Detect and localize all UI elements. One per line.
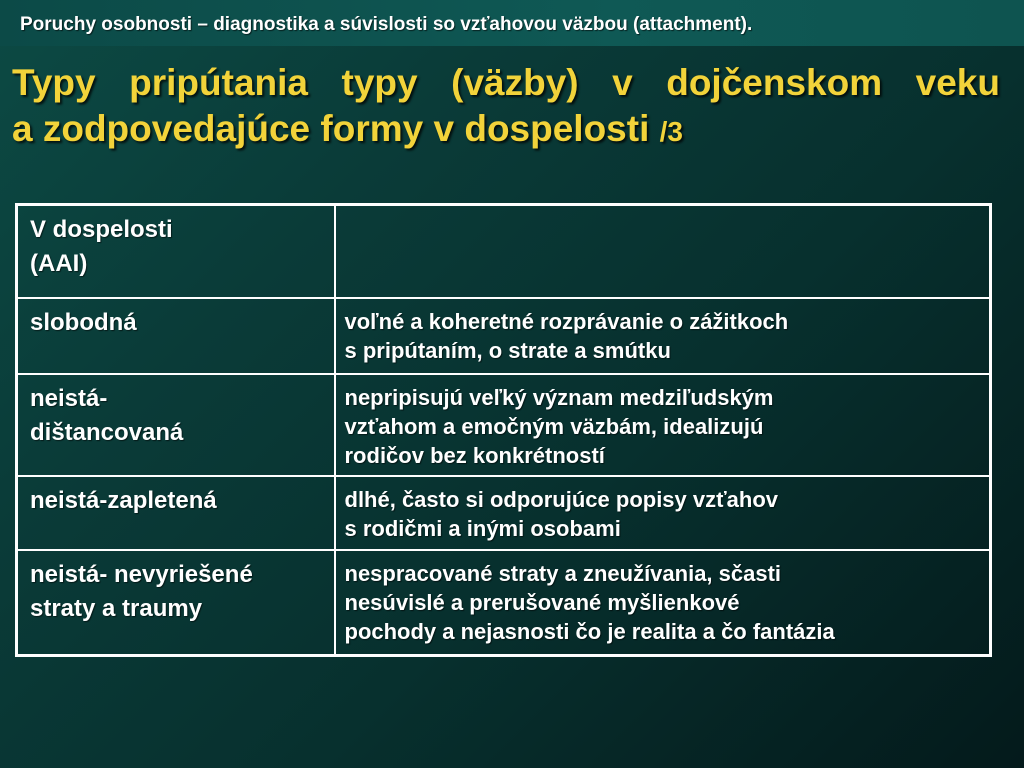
- description-line: rodičov bez konkrétností: [344, 442, 605, 468]
- table-row: [17, 298, 991, 374]
- description-line: voľné a koheretné rozprávanie o zážitkoch: [344, 308, 789, 334]
- form-line: straty a traumy: [30, 594, 203, 622]
- description-line: s pripútaním, o strate a smútku: [344, 337, 671, 363]
- adult-form-cell: [17, 374, 335, 476]
- adult-form-cell: [17, 550, 335, 656]
- header-form-cell: [17, 205, 335, 298]
- description-cell: [335, 374, 991, 476]
- header-description-cell: [335, 205, 991, 298]
- slide-title-line-2-text: a zodpovedajúce formy v dospelosti: [12, 108, 650, 149]
- description-line: nepripisujú veľký význam medziľudským: [344, 384, 774, 410]
- description-line: vzťahom a emočným väzbám, idealizujú: [344, 413, 764, 439]
- subject-line: Poruchy osobnosti – diagnostika a súvislosti so vzťahovou väzbou (attachment).: [20, 14, 753, 35]
- slide-title-line-1: Typy pripútania typy (väzby) v dojčenskom veku: [12, 62, 1000, 103]
- attachment-table-container: [15, 203, 992, 656]
- adult-form-cell: [17, 298, 335, 374]
- form-line: neistá-zapletená: [30, 486, 217, 514]
- form-line: neistá- nevyriešené: [30, 560, 253, 588]
- form-line: neistá-: [30, 384, 108, 412]
- form-line: slobodná: [30, 308, 137, 336]
- attachment-table: [15, 203, 992, 657]
- description-line: dlhé, často si odporujúce popisy vzťahov: [344, 486, 779, 512]
- slide-title: [12, 60, 1000, 155]
- header-form-line: (AAI): [30, 250, 88, 277]
- description-line: nespracované straty a zneužívania, sčasti: [344, 560, 782, 586]
- table-header-row: [17, 205, 991, 298]
- table-row: [17, 374, 991, 476]
- description-line: pochody a nejasnosti čo je realita a čo fantázia: [344, 618, 835, 644]
- description-cell: [335, 298, 991, 374]
- adult-form-cell: [17, 476, 335, 550]
- slide-title-line-2: [12, 106, 1000, 155]
- description-cell: [335, 476, 991, 550]
- description-line: nesúvislé a prerušované myšlienkové: [344, 589, 740, 615]
- header-form-line: V dospelosti: [30, 216, 173, 243]
- form-line: dištancovaná: [30, 418, 184, 446]
- slide-number-suffix: /3: [659, 116, 684, 147]
- description-line: s rodičmi a inými osobami: [344, 515, 621, 541]
- table-row: [17, 550, 991, 656]
- table-row: [17, 476, 991, 550]
- description-cell: [335, 550, 991, 656]
- slide-header-bar: [0, 0, 1024, 46]
